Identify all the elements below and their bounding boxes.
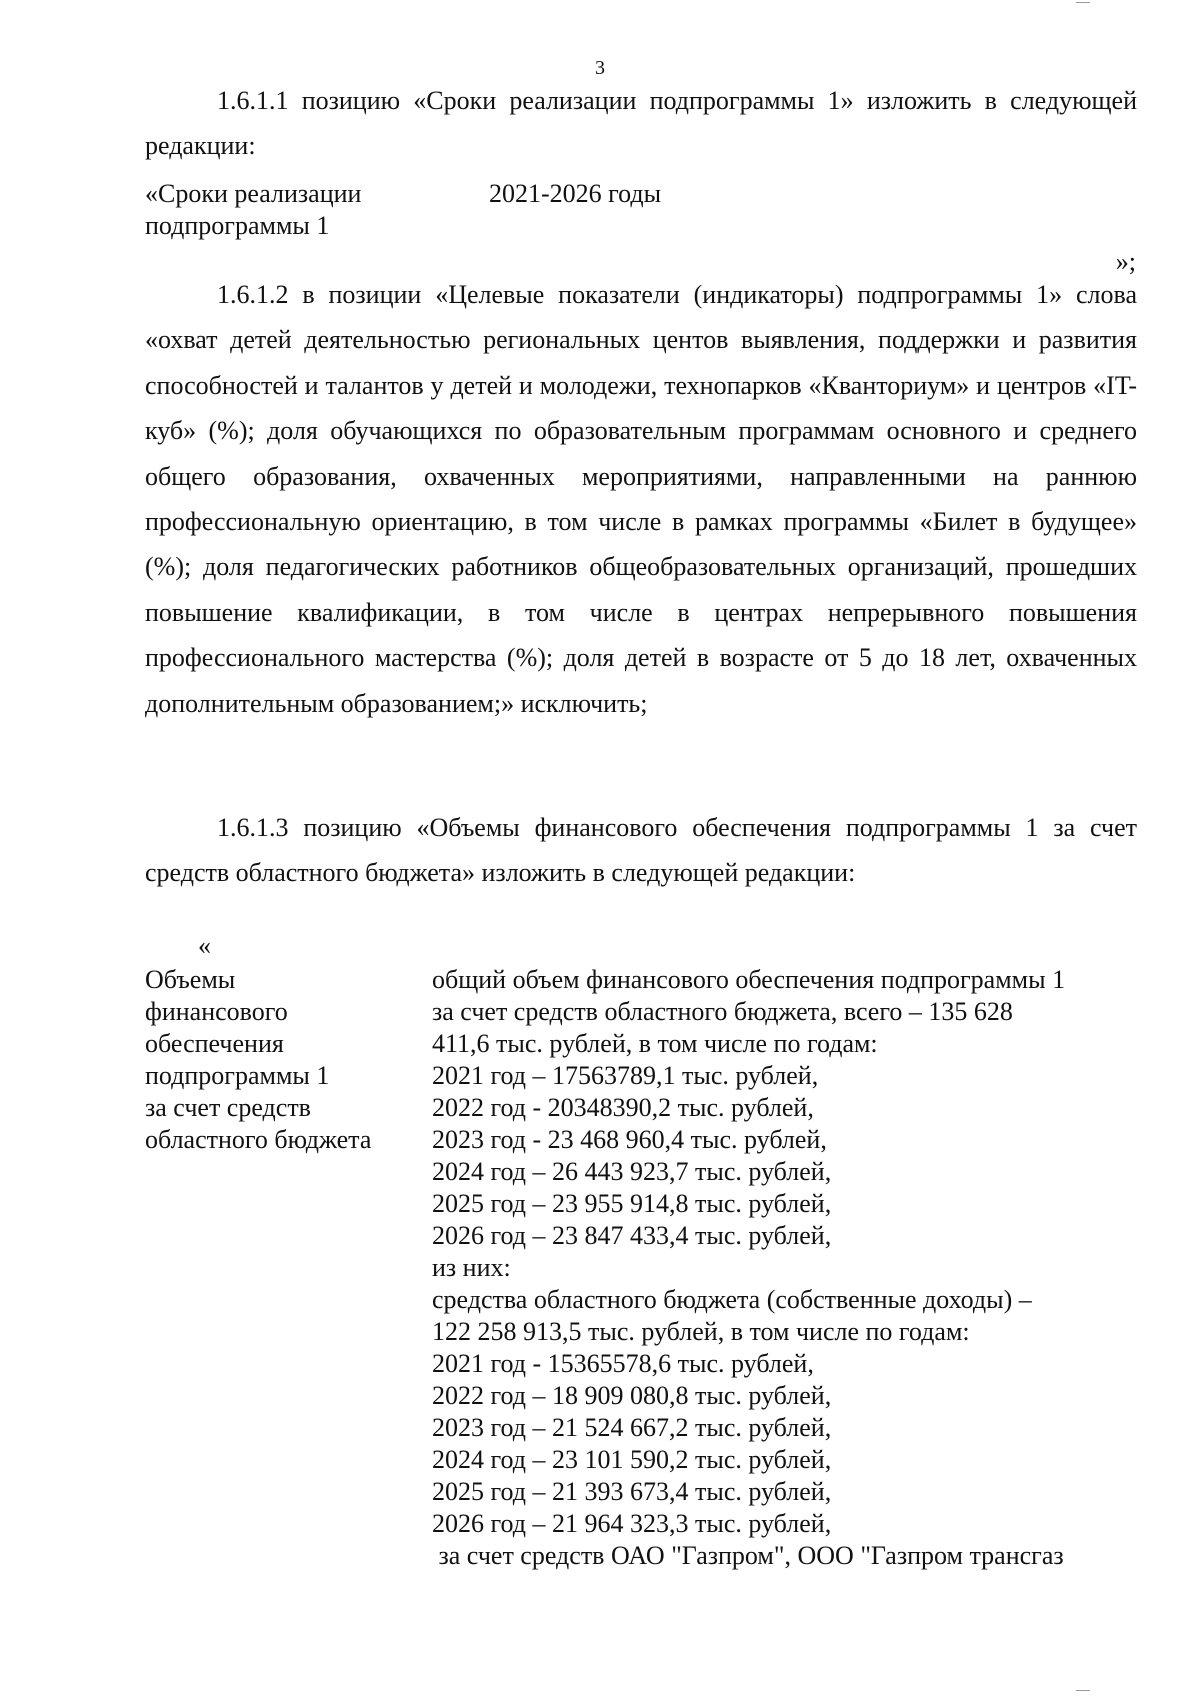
table2-value: [432, 964, 1065, 1572]
table2-value-line: общий объем финансового обеспечения подпрограммы 1: [432, 965, 1066, 994]
table2-value-line: за счет средств областного бюджета, всего – 135 628: [432, 997, 1013, 1026]
table2-label-line: подпрограммы 1: [145, 1061, 330, 1090]
table2-value-line: средства областного бюджета (собственные доходы) –: [432, 1285, 1032, 1314]
table2-value-line: из них:: [432, 1253, 511, 1282]
table2-label: [145, 964, 371, 1156]
table2-value-line: 122 258 913,5 тыс. рублей, в том числе по годам:: [432, 1317, 970, 1346]
paragraph-1-6-1-3: 1.6.1.3 позицию «Объемы финансового обеспечения подпрограммы 1 за счет средств областного бюджета» изложить в следующей редакции:: [145, 813, 1137, 888]
table2-value-line: 2024 год – 26 443 923,7 тыс. рублей,: [432, 1157, 832, 1186]
table1-label-line2: подпрограммы 1: [145, 211, 330, 240]
table2-value-line: 2024 год – 23 101 590,2 тыс. рублей,: [432, 1445, 832, 1474]
table2-label-line: за счет средств: [145, 1093, 311, 1122]
table2-label-line: областного бюджета: [145, 1125, 372, 1154]
table2-label-line: финансового: [145, 997, 288, 1026]
table1-closing-quote: »;: [1115, 247, 1136, 276]
table1-label-line1: «Сроки реализации: [145, 179, 362, 208]
table2-value-line: за счет средств ОАО "Газпром", ООО "Газпром трансгаз: [432, 1541, 1064, 1570]
table2-value-line: 2021 год - 15365578,6 тыс. рублей,: [432, 1349, 814, 1378]
table2-value-line: 2021 год – 17563789,1 тыс. рублей,: [432, 1061, 819, 1090]
paragraph-1-6-1-2: 1.6.1.2 в позиции «Целевые показатели (индикаторы) подпрограммы 1» слова «охват детей деятельностью региональных центов выявления, поддержки и развития способностей и талантов у детей и молодежи, технопарков «Кванториум» и центров «IT-куб» (%); доля обучающихся по образовательным программам основного и среднего общего образования, охваченных мероприятиями, направленными на раннюю профессиональную ориентацию, в том числе в рамках программы «Билет в будущее» (%); доля педагогических работников общеобразовательных организаций, прошедших повышение квалификации, в том числе в центрах непрерывного повышения профессионального мастерства (%); доля детей в возрасте от 5 до 18 лет, охваченных дополнительным образованием;» исключить;: [145, 280, 1137, 718]
paragraph-1-6-1-1: 1.6.1.1 позицию «Сроки реализации подпрограммы 1» изложить в следующей редакции:: [145, 86, 1137, 161]
table1-value: 2021-2026 годы: [489, 179, 662, 208]
table2-value-line: 411,6 тыс. рублей, в том числе по годам:: [432, 1029, 878, 1058]
table2-label-line: обеспечения: [145, 1029, 284, 1058]
scan-mark: [1076, 1690, 1090, 1691]
table1-label: [145, 178, 361, 242]
table2-value-line: 2026 год – 21 964 323,3 тыс. рублей,: [432, 1509, 832, 1538]
table2-value-line: 2022 год – 18 909 080,8 тыс. рублей,: [432, 1381, 832, 1410]
table2-open-quote: «: [198, 931, 211, 960]
table2-value-line: 2025 год – 21 393 673,4 тыс. рублей,: [432, 1477, 832, 1506]
table2-value-line: 2026 год – 23 847 433,4 тыс. рублей,: [432, 1221, 832, 1250]
table2-label-line: Объемы: [145, 965, 236, 994]
page-number: 3: [595, 57, 605, 79]
table2-value-line: 2023 год – 21 524 667,2 тыс. рублей,: [432, 1413, 832, 1442]
table2-value-line: 2023 год - 23 468 960,4 тыс. рублей,: [432, 1125, 827, 1154]
table2-value-line: 2022 год - 20348390,2 тыс. рублей,: [432, 1093, 814, 1122]
scan-mark: [1076, 2, 1090, 3]
table2-value-line: 2025 год – 23 955 914,8 тыс. рублей,: [432, 1189, 832, 1218]
